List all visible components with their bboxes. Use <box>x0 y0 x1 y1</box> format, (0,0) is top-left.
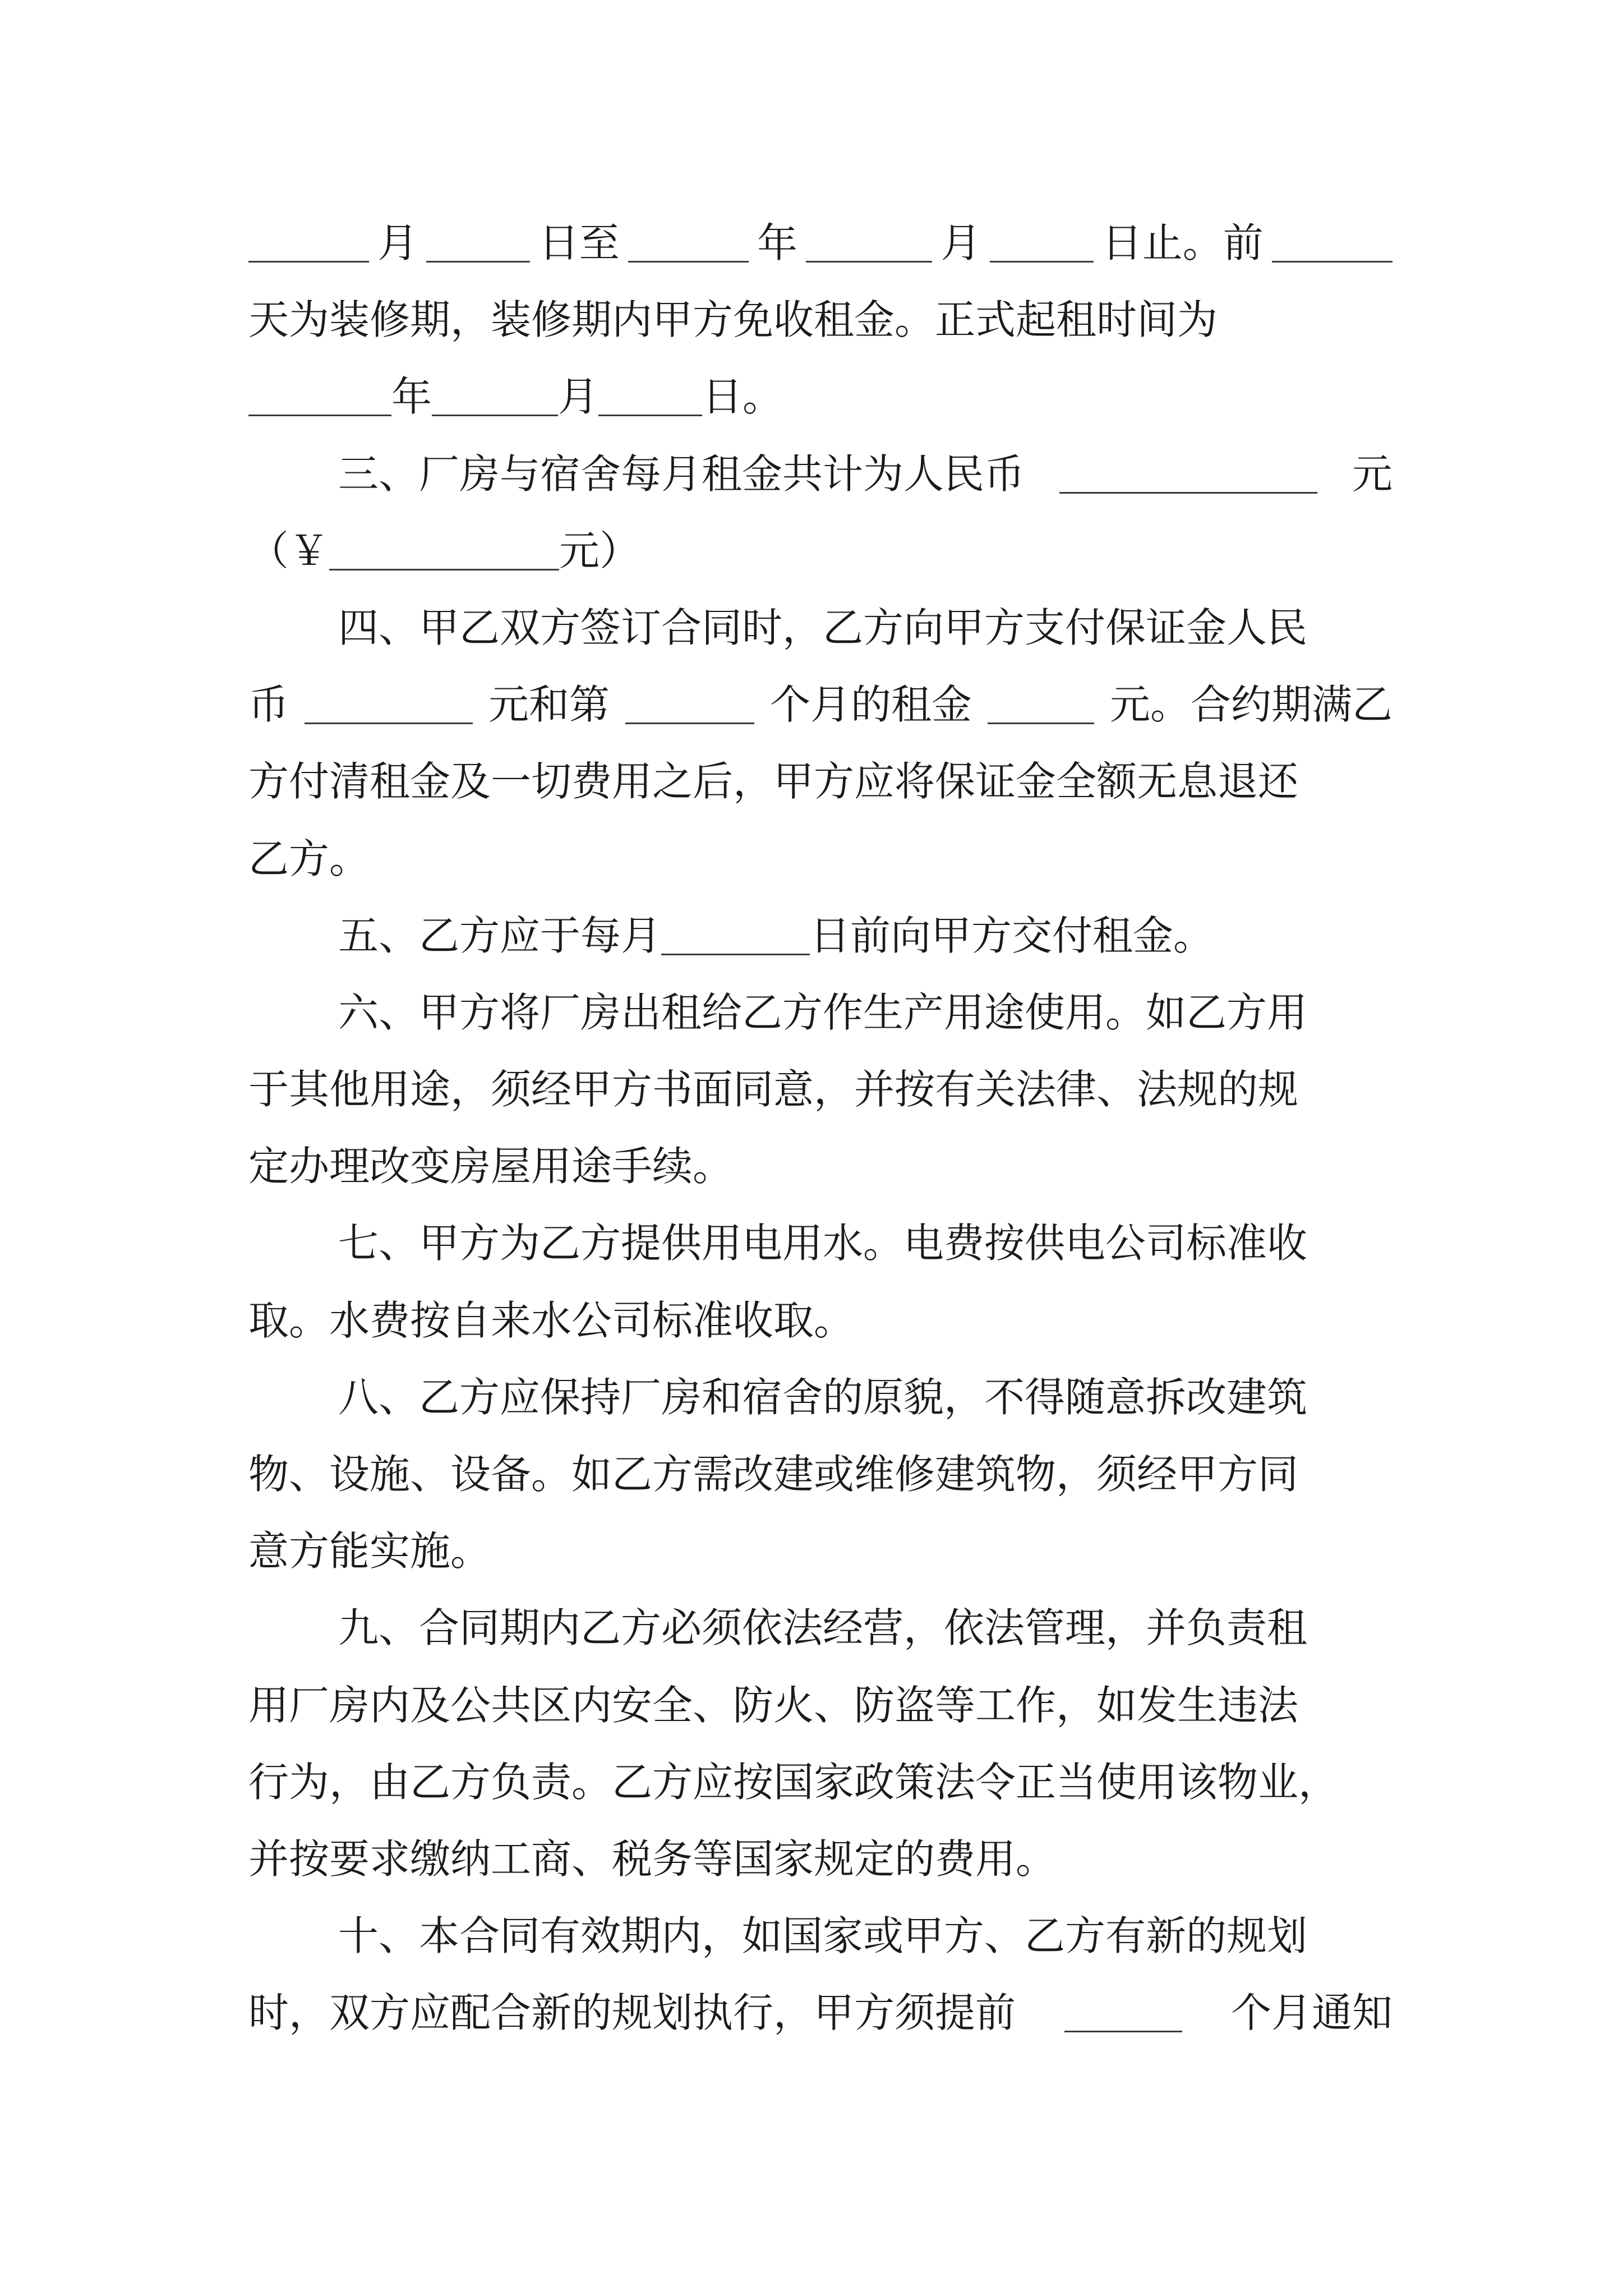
text-segment: 十、本合同有效期内，如国家或甲方、乙方有新的规划 <box>338 1912 1308 1960</box>
text-line <box>248 1139 1393 1216</box>
text-segment: 行为，由乙方负责。乙方应按国家政策法令正当使用该物业， <box>248 1758 1339 1806</box>
text-line <box>248 216 1393 293</box>
text-segment: 时，双方应配合新的规划执行，甲方须提前 <box>248 1989 1016 2037</box>
blank-field <box>432 370 558 416</box>
text-line <box>248 1370 1393 1447</box>
blank-field <box>806 216 932 263</box>
text-segment: 元） <box>559 527 640 574</box>
text-segment: 日。 <box>702 373 783 421</box>
text-line <box>248 832 1393 909</box>
text-line <box>248 1678 1393 1755</box>
text-segment: 乙方。 <box>248 835 370 882</box>
text-segment: 月 <box>377 219 418 266</box>
text-line <box>248 1294 1393 1370</box>
blank-field <box>1272 216 1393 263</box>
text-segment: 个月的租金 <box>769 681 972 729</box>
text-segment: 取。水费按自来水公司标准收取。 <box>248 1296 855 1344</box>
text-segment: 物、设施、设备。如乙方需改建或维修建筑物，须经甲方同 <box>248 1451 1299 1498</box>
text-segment: 日前向甲方交付租金。 <box>810 912 1214 959</box>
text-segment: 年 <box>391 373 432 421</box>
text-segment: 日至 <box>538 219 620 266</box>
text-segment: 日止。前 <box>1101 219 1264 266</box>
text-segment: 五、乙方应于每月 <box>338 912 662 959</box>
text-line <box>248 1986 1393 2063</box>
text-segment: 元 <box>1352 450 1393 498</box>
text-segment: 意方能实施。 <box>248 1527 491 1575</box>
text-segment: 元。合约期满乙 <box>1109 681 1393 729</box>
text-line <box>248 986 1393 1062</box>
text-line <box>248 1601 1393 1678</box>
text-segment: 并按要求缴纳工商、税务等国家规定的费用。 <box>248 1835 1057 1883</box>
text-segment: 定办理改变房屋用途手续。 <box>248 1143 734 1190</box>
text-line <box>248 293 1393 370</box>
text-segment: 元和第 <box>488 681 610 729</box>
text-line <box>248 1832 1393 1909</box>
text-segment: 八、乙方应保持厂房和宿舍的原貌，不得随意拆改建筑 <box>338 1373 1308 1421</box>
text-line <box>248 1909 1393 1986</box>
text-segment: 币 <box>248 681 289 729</box>
text-segment: 六、甲方将厂房出租给乙方作生产用途使用。如乙方用 <box>338 988 1308 1036</box>
text-segment: 用厂房内及公共区内安全、防火、防盗等工作，如发生违法 <box>248 1681 1299 1729</box>
text-segment: 四、甲乙双方签订合同时，乙方向甲方支付保证金人民 <box>338 604 1308 651</box>
blank-field <box>625 678 754 724</box>
text-segment: 月 <box>558 373 599 421</box>
blank-field <box>598 370 702 416</box>
text-segment: 个月通知 <box>1230 1989 1393 2037</box>
text-line <box>248 754 1393 831</box>
text-line <box>248 601 1393 678</box>
blank-field <box>305 678 473 724</box>
text-segment: 于其他用途，须经甲方书面同意，并按有关法律、法规的规 <box>248 1066 1299 1114</box>
blank-field <box>990 216 1094 263</box>
blank-field <box>1064 1986 1182 2032</box>
text-line <box>248 909 1393 986</box>
text-segment: 九、合同期内乙方必须依法经营，依法管理，并负责租 <box>338 1604 1308 1652</box>
blank-field <box>329 524 559 570</box>
text-line <box>248 678 1393 754</box>
text-segment: 月 <box>940 219 981 266</box>
text-segment: 年 <box>757 219 797 266</box>
text-segment: 方付清租金及一切费用之后，甲方应将保证金全额无息退还 <box>248 758 1299 806</box>
text-line <box>248 447 1393 524</box>
blank-field <box>248 216 369 263</box>
text-line <box>248 524 1393 601</box>
blank-field <box>628 216 749 263</box>
text-line <box>248 1216 1393 1293</box>
document-page <box>248 216 1393 2063</box>
text-segment: （￥ <box>248 527 330 574</box>
text-line <box>248 1447 1393 1524</box>
blank-field <box>1059 447 1317 494</box>
text-segment: 天为装修期，装修期内甲方免收租金。正式起租时间为 <box>248 296 1218 344</box>
blank-field <box>988 678 1094 724</box>
text-line <box>248 370 1393 447</box>
text-line <box>248 1062 1393 1139</box>
text-line <box>248 1755 1393 1832</box>
text-line <box>248 1524 1393 1601</box>
blank-field <box>426 216 530 263</box>
text-segment: 七、甲方为乙方提供用电用水。电费按供电公司标准收 <box>338 1220 1308 1267</box>
text-segment: 三、厂房与宿舍每月租金共计为人民币 <box>338 450 1025 498</box>
blank-field <box>661 909 810 955</box>
blank-field <box>248 370 391 416</box>
